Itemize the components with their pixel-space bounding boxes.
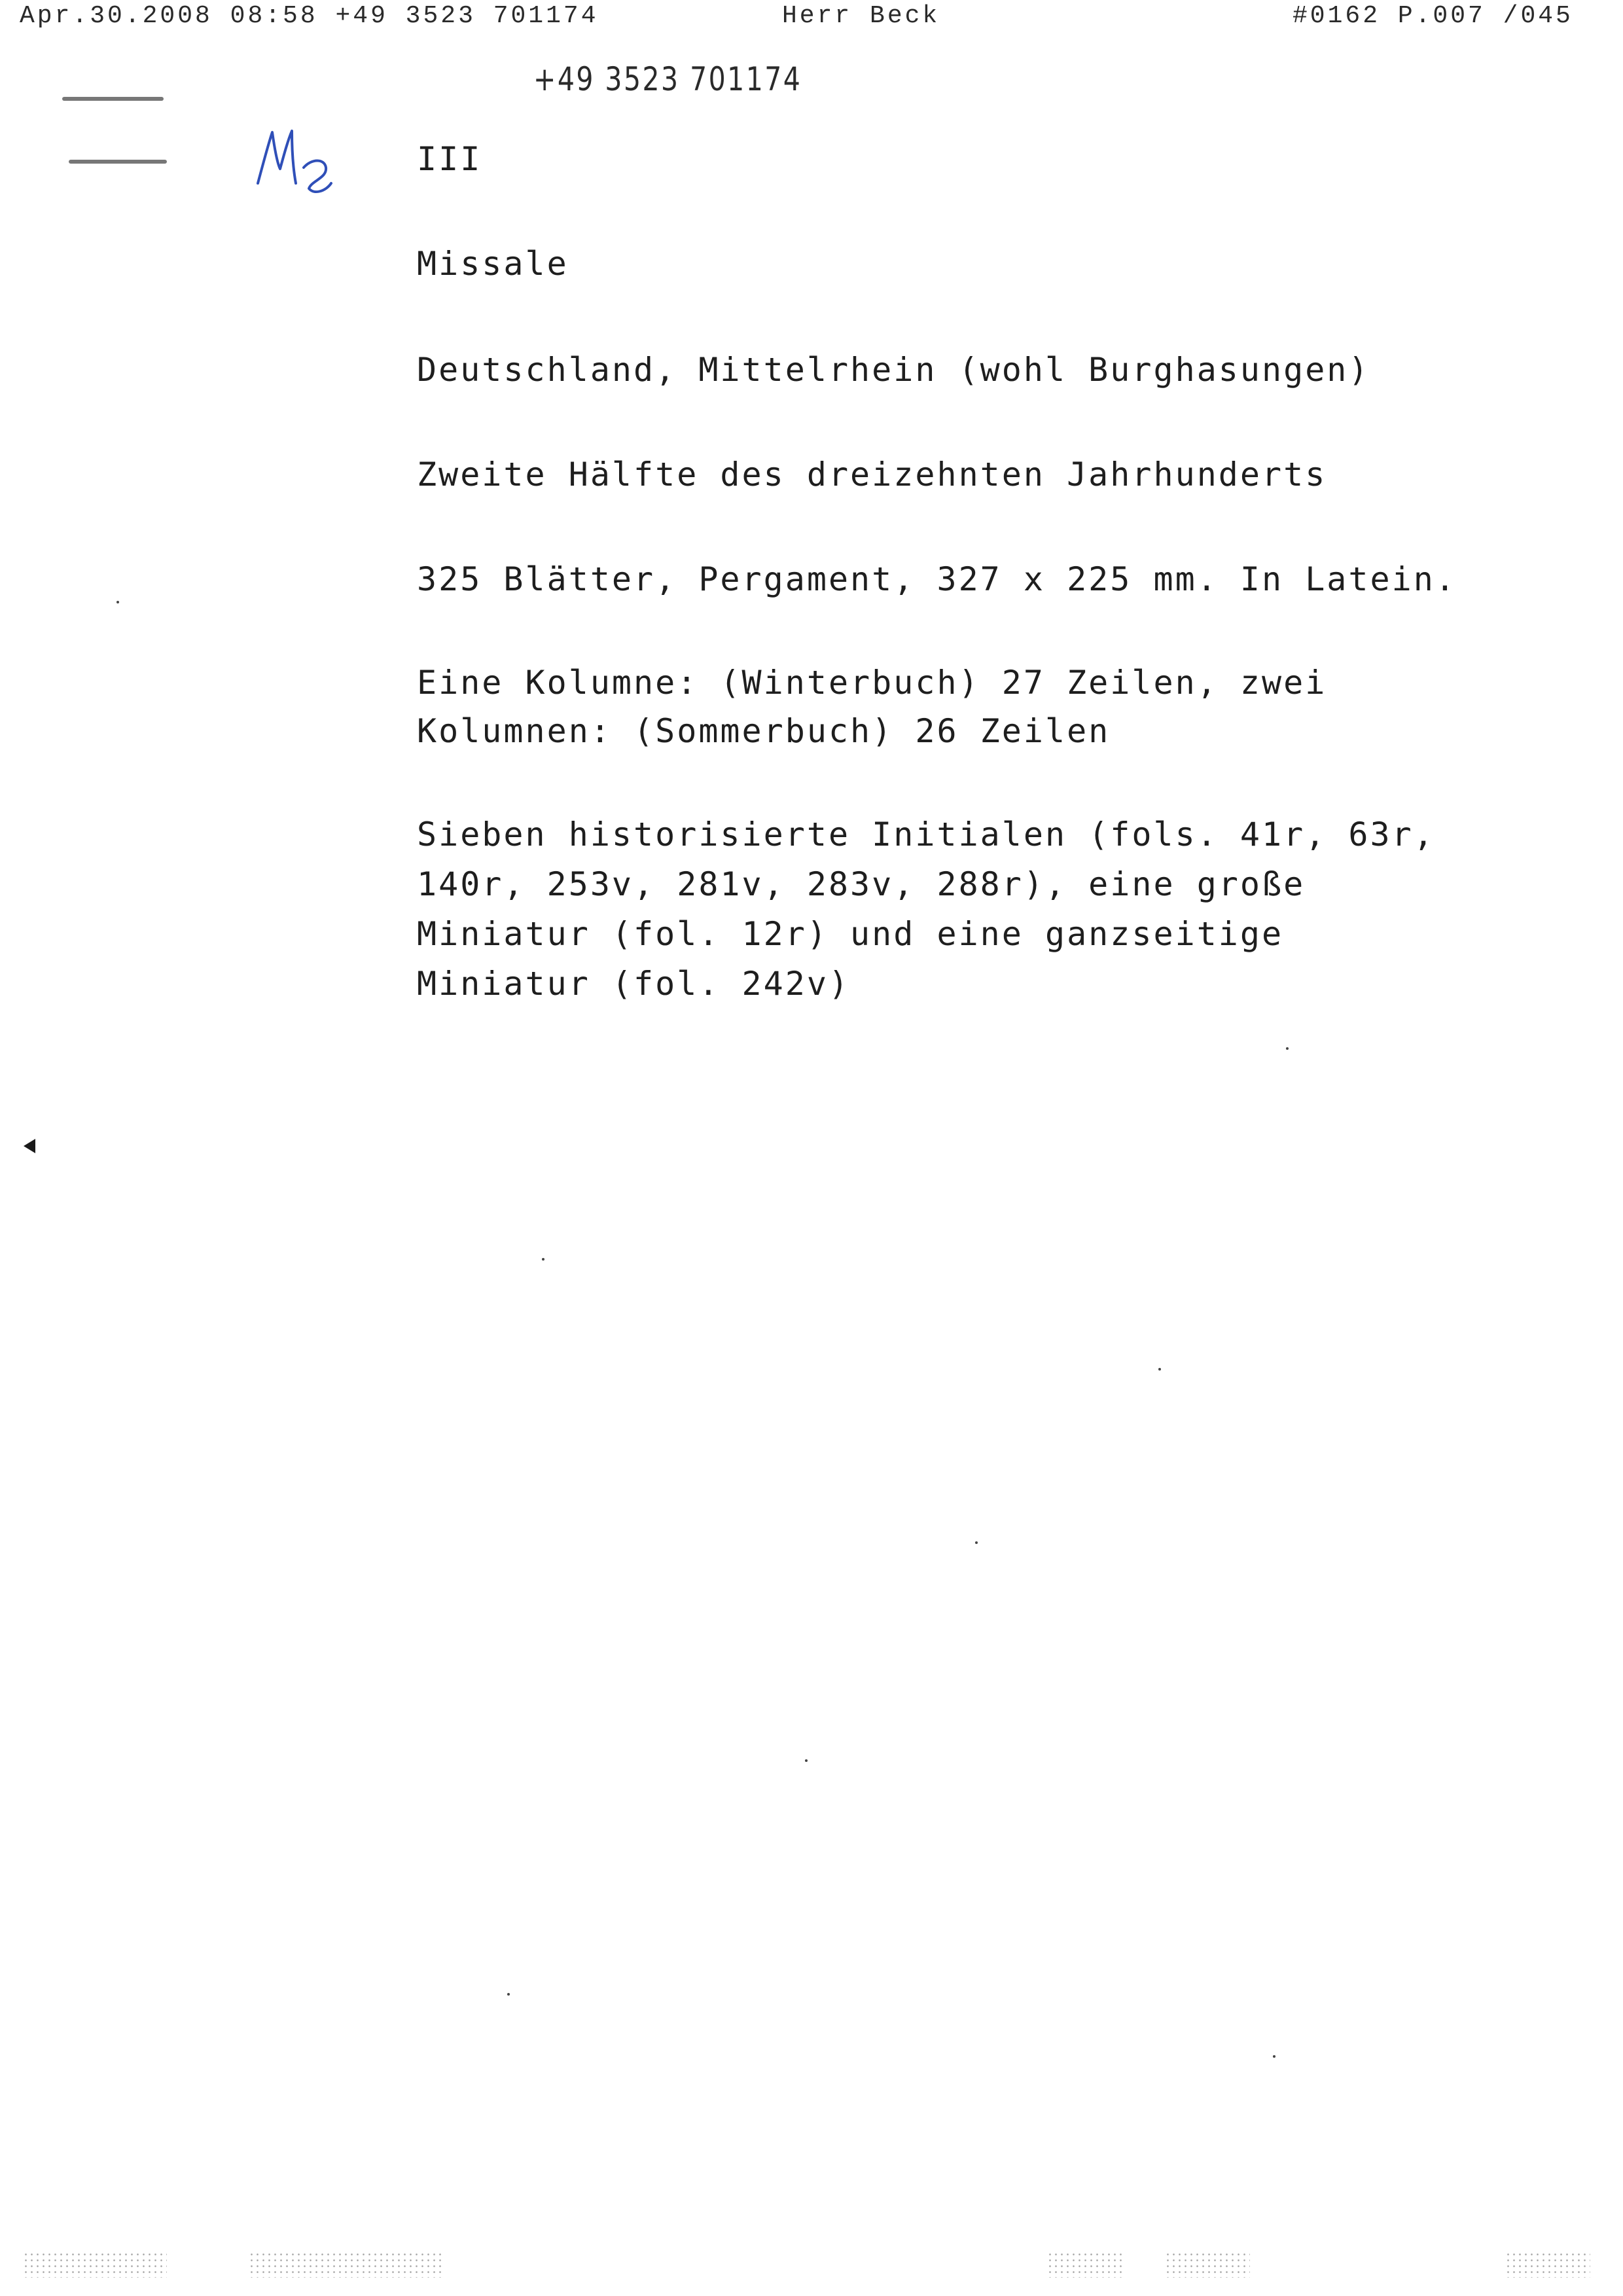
margin-stroke-bottom: [69, 160, 167, 164]
fax-header-sender: Herr Beck: [782, 2, 940, 30]
manuscript-decoration-line-3: Miniatur (fol. 12r) und eine ganzseitige: [417, 915, 1284, 953]
margin-stroke-top: [62, 97, 164, 101]
fax-number: +49 3523 701174: [533, 60, 802, 98]
manuscript-origin: Deutschland, Mittelrhein (wohl Burghasungen): [417, 351, 1370, 389]
fax-header-timestamp: Apr.30.2008 08:58 +49 3523 701174: [20, 2, 599, 30]
scan-speck: [1273, 2055, 1275, 2058]
left-arrow-marker-icon: [24, 1139, 35, 1153]
scan-speck: [542, 1258, 544, 1261]
manuscript-date: Zweite Hälfte des dreizehnten Jahrhunderts: [417, 456, 1327, 493]
scan-noise-footer: [1047, 2251, 1126, 2278]
scan-speck: [116, 601, 119, 603]
manuscript-decoration-line-1: Sieben historisierte Initialen (fols. 41r, 63r,: [417, 816, 1435, 853]
manuscript-decoration-line-4: Miniatur (fol. 242v): [417, 965, 851, 1003]
scan-noise-footer: [1505, 2251, 1590, 2278]
manuscript-extent: 325 Blätter, Pergament, 327 x 225 mm. In Latein.: [417, 560, 1457, 598]
scan-noise-footer: [23, 2251, 167, 2278]
scan-speck: [507, 1993, 510, 1996]
scan-noise-footer: [249, 2251, 445, 2278]
manuscript-title: Missale: [417, 245, 569, 283]
fax-transmission-header: [0, 0, 1623, 39]
scan-speck: [1286, 1047, 1289, 1050]
fax-header-page: #0162 P.007 /045: [1293, 2, 1573, 30]
manuscript-layout-line-1: Eine Kolumne: (Winterbuch) 27 Zeilen, zwei: [417, 664, 1327, 702]
scan-speck: [975, 1541, 978, 1544]
manuscript-layout-line-2: Kolumnen: (Sommerbuch) 26 Zeilen: [417, 712, 1111, 750]
handwritten-initials-icon: [249, 118, 340, 203]
scan-speck: [805, 1759, 808, 1762]
scan-noise-footer: [1165, 2251, 1250, 2278]
scan-speck: [1158, 1368, 1161, 1371]
catalogue-number: III: [417, 140, 482, 178]
manuscript-decoration-line-2: 140r, 253v, 281v, 283v, 288r), eine große: [417, 865, 1306, 903]
